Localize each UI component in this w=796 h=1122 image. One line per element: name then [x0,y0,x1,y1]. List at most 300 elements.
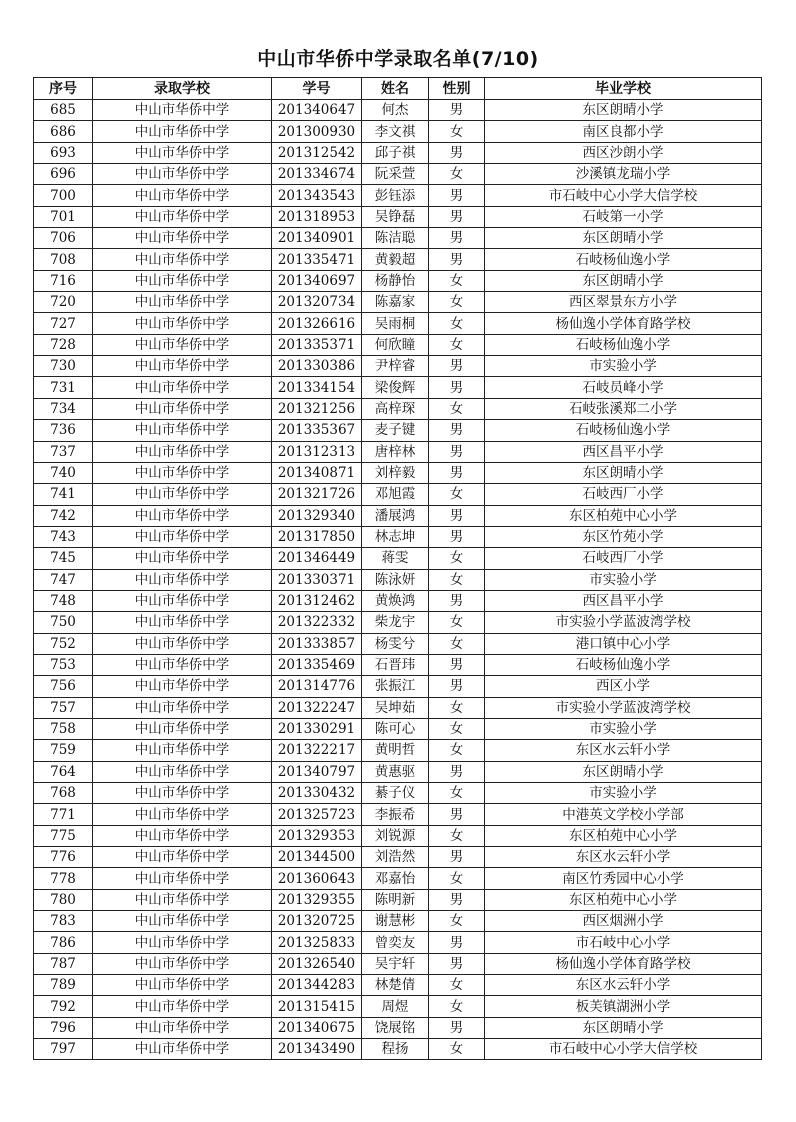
column-header-student-id: 学号 [272,78,362,100]
cell-graduate-school: 西区烟洲小学 [485,911,762,932]
cell-gender: 男 [429,377,485,398]
table-row [34,740,762,761]
cell-graduate-school: 市实验小学 [485,783,762,804]
cell-gender: 女 [429,484,485,505]
table-row [34,441,762,462]
cell-gender: 男 [429,804,485,825]
cell-gender: 女 [429,697,485,718]
cell-name: 林楚倩 [362,975,429,996]
cell-student-id: 201330432 [272,783,362,804]
cell-seq: 771 [34,804,93,825]
cell-admitted-school: 中山市华侨中学 [93,1039,272,1060]
cell-name: 陈可心 [362,718,429,739]
column-header-graduate-school: 毕业学校 [485,78,762,100]
cell-admitted-school: 中山市华侨中学 [93,441,272,462]
table-row [34,228,762,249]
cell-gender: 男 [429,356,485,377]
cell-admitted-school: 中山市华侨中学 [93,164,272,185]
cell-admitted-school: 中山市华侨中学 [93,740,272,761]
cell-student-id: 201318953 [272,206,362,227]
table-row [34,825,762,846]
cell-gender: 女 [429,783,485,804]
cell-graduate-school: 港口镇中心小学 [485,633,762,654]
cell-student-id: 201326540 [272,953,362,974]
cell-seq: 789 [34,975,93,996]
cell-name: 阮采萱 [362,164,429,185]
cell-seq: 796 [34,1017,93,1038]
cell-seq: 756 [34,676,93,697]
column-header-name: 姓名 [362,78,429,100]
cell-graduate-school: 市实验小学蓝波湾学校 [485,612,762,633]
cell-name: 邱子祺 [362,142,429,163]
table-row [34,249,762,270]
cell-name: 刘锐源 [362,825,429,846]
table-row [34,633,762,654]
cell-name: 李文祺 [362,121,429,142]
cell-admitted-school: 中山市华侨中学 [93,697,272,718]
cell-gender: 男 [429,441,485,462]
cell-gender: 女 [429,313,485,334]
cell-admitted-school: 中山市华侨中学 [93,206,272,227]
cell-admitted-school: 中山市华侨中学 [93,633,272,654]
cell-graduate-school: 西区小学 [485,676,762,697]
cell-seq: 706 [34,228,93,249]
cell-admitted-school: 中山市华侨中学 [93,100,272,121]
cell-student-id: 201312462 [272,590,362,611]
cell-graduate-school: 石岐张溪郑二小学 [485,398,762,419]
cell-student-id: 201322247 [272,697,362,718]
cell-student-id: 201330386 [272,356,362,377]
cell-gender: 男 [429,526,485,547]
table-row [34,548,762,569]
cell-gender: 男 [429,420,485,441]
cell-name: 程扬 [362,1039,429,1060]
cell-graduate-school: 市石岐中心小学大信学校 [485,1039,762,1060]
cell-name: 唐梓林 [362,441,429,462]
cell-graduate-school: 东区朗晴小学 [485,270,762,291]
table-row [34,526,762,547]
table-row [34,868,762,889]
cell-name: 陈泳妍 [362,569,429,590]
table-row [34,1017,762,1038]
cell-student-id: 201321726 [272,484,362,505]
cell-seq: 764 [34,761,93,782]
cell-seq: 786 [34,932,93,953]
cell-gender: 男 [429,847,485,868]
table-row [34,932,762,953]
cell-student-id: 201326616 [272,313,362,334]
cell-seq: 759 [34,740,93,761]
cell-name: 张振江 [362,676,429,697]
cell-name: 麦子键 [362,420,429,441]
cell-admitted-school: 中山市华侨中学 [93,313,272,334]
cell-admitted-school: 中山市华侨中学 [93,825,272,846]
table-row [34,505,762,526]
cell-gender: 女 [429,270,485,291]
cell-student-id: 201340647 [272,100,362,121]
cell-name: 刘梓毅 [362,462,429,483]
cell-admitted-school: 中山市华侨中学 [93,462,272,483]
cell-admitted-school: 中山市华侨中学 [93,847,272,868]
table-row [34,462,762,483]
cell-student-id: 201321256 [272,398,362,419]
cell-student-id: 201320734 [272,292,362,313]
cell-student-id: 201315415 [272,996,362,1017]
cell-name: 吴雨桐 [362,313,429,334]
cell-admitted-school: 中山市华侨中学 [93,761,272,782]
cell-admitted-school: 中山市华侨中学 [93,612,272,633]
cell-seq: 792 [34,996,93,1017]
cell-admitted-school: 中山市华侨中学 [93,911,272,932]
cell-gender: 男 [429,932,485,953]
cell-student-id: 201340797 [272,761,362,782]
cell-seq: 716 [34,270,93,291]
cell-gender: 女 [429,633,485,654]
cell-gender: 女 [429,612,485,633]
cell-admitted-school: 中山市华侨中学 [93,1017,272,1038]
cell-admitted-school: 中山市华侨中学 [93,889,272,910]
cell-name: 刘浩然 [362,847,429,868]
cell-graduate-school: 南区竹秀园中心小学 [485,868,762,889]
cell-name: 吴铮磊 [362,206,429,227]
cell-name: 何杰 [362,100,429,121]
cell-seq: 708 [34,249,93,270]
table-row [34,398,762,419]
cell-student-id: 201346449 [272,548,362,569]
cell-seq: 731 [34,377,93,398]
cell-gender: 男 [429,889,485,910]
table-body [34,100,762,1060]
cell-gender: 男 [429,142,485,163]
cell-seq: 740 [34,462,93,483]
table-row [34,100,762,121]
cell-graduate-school: 石岐杨仙逸小学 [485,420,762,441]
cell-graduate-school: 石岐杨仙逸小学 [485,249,762,270]
cell-admitted-school: 中山市华侨中学 [93,953,272,974]
cell-student-id: 201330371 [272,569,362,590]
cell-seq: 741 [34,484,93,505]
table-row [34,185,762,206]
cell-name: 黄明哲 [362,740,429,761]
cell-name: 高梓琛 [362,398,429,419]
cell-seq: 750 [34,612,93,633]
cell-name: 蒋雯 [362,548,429,569]
cell-student-id: 201320725 [272,911,362,932]
page-title: 中山市华侨中学录取名单(7/10) [257,48,539,70]
cell-student-id: 201335367 [272,420,362,441]
cell-admitted-school: 中山市华侨中学 [93,484,272,505]
cell-name: 梁俊辉 [362,377,429,398]
cell-admitted-school: 中山市华侨中学 [93,654,272,675]
cell-seq: 745 [34,548,93,569]
cell-graduate-school: 东区朗晴小学 [485,228,762,249]
cell-seq: 758 [34,718,93,739]
cell-name: 何欣瞳 [362,334,429,355]
cell-name: 黄焕鸿 [362,590,429,611]
cell-admitted-school: 中山市华侨中学 [93,292,272,313]
cell-seq: 693 [34,142,93,163]
cell-seq: 727 [34,313,93,334]
table-row [34,420,762,441]
cell-gender: 女 [429,996,485,1017]
cell-gender: 女 [429,718,485,739]
cell-admitted-school: 中山市华侨中学 [93,270,272,291]
cell-student-id: 201330291 [272,718,362,739]
cell-gender: 男 [429,249,485,270]
cell-student-id: 201329353 [272,825,362,846]
cell-name: 周煜 [362,996,429,1017]
table-row [34,164,762,185]
table-row [34,761,762,782]
cell-graduate-school: 东区柏苑中心小学 [485,825,762,846]
cell-graduate-school: 西区昌平小学 [485,441,762,462]
cell-admitted-school: 中山市华侨中学 [93,975,272,996]
cell-seq: 701 [34,206,93,227]
cell-admitted-school: 中山市华侨中学 [93,569,272,590]
cell-name: 彭钰添 [362,185,429,206]
table-row [34,612,762,633]
cell-student-id: 201340697 [272,270,362,291]
cell-gender: 女 [429,911,485,932]
cell-graduate-school: 东区朗晴小学 [485,100,762,121]
table-row [34,676,762,697]
cell-graduate-school: 石岐西厂小学 [485,484,762,505]
cell-seq: 737 [34,441,93,462]
cell-seq: 685 [34,100,93,121]
cell-student-id: 201360643 [272,868,362,889]
cell-graduate-school: 西区翠景东方小学 [485,292,762,313]
cell-gender: 女 [429,740,485,761]
cell-seq: 768 [34,783,93,804]
cell-student-id: 201314776 [272,676,362,697]
cell-graduate-school: 杨仙逸小学体育路学校 [485,313,762,334]
cell-seq: 696 [34,164,93,185]
cell-admitted-school: 中山市华侨中学 [93,505,272,526]
cell-gender: 男 [429,228,485,249]
cell-graduate-school: 石岐杨仙逸小学 [485,334,762,355]
cell-student-id: 201329355 [272,889,362,910]
cell-admitted-school: 中山市华侨中学 [93,996,272,1017]
cell-seq: 686 [34,121,93,142]
cell-seq: 778 [34,868,93,889]
cell-graduate-school: 市石岐中心小学 [485,932,762,953]
cell-name: 谢慧彬 [362,911,429,932]
cell-seq: 700 [34,185,93,206]
cell-name: 陈嘉家 [362,292,429,313]
cell-graduate-school: 东区水云轩小学 [485,847,762,868]
cell-seq: 752 [34,633,93,654]
table-row [34,847,762,868]
cell-gender: 女 [429,975,485,996]
cell-graduate-school: 石岐第一小学 [485,206,762,227]
cell-name: 陈洁聪 [362,228,429,249]
cell-student-id: 201340675 [272,1017,362,1038]
cell-name: 杨雯兮 [362,633,429,654]
table-row [34,313,762,334]
cell-name: 吴坤茹 [362,697,429,718]
cell-student-id: 201322217 [272,740,362,761]
table-row [34,1039,762,1060]
cell-name: 尹梓睿 [362,356,429,377]
cell-seq: 736 [34,420,93,441]
cell-gender: 男 [429,654,485,675]
cell-admitted-school: 中山市华侨中学 [93,121,272,142]
table-row [34,889,762,910]
cell-gender: 男 [429,953,485,974]
cell-seq: 787 [34,953,93,974]
cell-student-id: 201325723 [272,804,362,825]
cell-admitted-school: 中山市华侨中学 [93,548,272,569]
table-row [34,270,762,291]
cell-admitted-school: 中山市华侨中学 [93,676,272,697]
cell-student-id: 201312313 [272,441,362,462]
cell-graduate-school: 东区水云轩小学 [485,975,762,996]
cell-gender: 男 [429,206,485,227]
cell-seq: 734 [34,398,93,419]
cell-graduate-school: 东区朗晴小学 [485,462,762,483]
table-row [34,292,762,313]
cell-gender: 男 [429,100,485,121]
cell-admitted-school: 中山市华侨中学 [93,868,272,889]
cell-graduate-school: 东区朗晴小学 [485,761,762,782]
cell-graduate-school: 西区沙朗小学 [485,142,762,163]
cell-admitted-school: 中山市华侨中学 [93,334,272,355]
cell-student-id: 201343490 [272,1039,362,1060]
cell-graduate-school: 石岐西厂小学 [485,548,762,569]
cell-student-id: 201329340 [272,505,362,526]
cell-seq: 747 [34,569,93,590]
admission-table [33,77,762,1060]
cell-graduate-school: 板芙镇湖洲小学 [485,996,762,1017]
cell-admitted-school: 中山市华侨中学 [93,249,272,270]
cell-gender: 女 [429,121,485,142]
cell-name: 黄毅超 [362,249,429,270]
cell-name: 黄惠驱 [362,761,429,782]
cell-name: 吴宇轩 [362,953,429,974]
cell-student-id: 201334154 [272,377,362,398]
cell-admitted-school: 中山市华侨中学 [93,783,272,804]
cell-seq: 780 [34,889,93,910]
cell-gender: 男 [429,590,485,611]
table-row [34,975,762,996]
cell-graduate-school: 杨仙逸小学体育路学校 [485,953,762,974]
table-row [34,783,762,804]
cell-gender: 女 [429,868,485,889]
cell-graduate-school: 石岐员峰小学 [485,377,762,398]
cell-student-id: 201335471 [272,249,362,270]
cell-student-id: 201344283 [272,975,362,996]
table-row [34,996,762,1017]
cell-graduate-school: 中港英文学校小学部 [485,804,762,825]
column-header-seq: 序号 [34,78,93,100]
cell-graduate-school: 市石岐中心小学大信学校 [485,185,762,206]
cell-name: 綦子仪 [362,783,429,804]
table-row [34,654,762,675]
cell-name: 曾奕友 [362,932,429,953]
cell-admitted-school: 中山市华侨中学 [93,398,272,419]
cell-seq: 797 [34,1039,93,1060]
cell-student-id: 201312542 [272,142,362,163]
column-header-admitted-school: 录取学校 [93,78,272,100]
table-row [34,377,762,398]
cell-graduate-school: 东区竹苑小学 [485,526,762,547]
cell-gender: 男 [429,761,485,782]
cell-student-id: 201333857 [272,633,362,654]
cell-name: 邓旭霞 [362,484,429,505]
table-row [34,484,762,505]
cell-gender: 女 [429,1039,485,1060]
table-row [34,356,762,377]
cell-student-id: 201335469 [272,654,362,675]
cell-gender: 男 [429,676,485,697]
table-header-row [34,78,762,100]
cell-gender: 女 [429,569,485,590]
table-row [34,590,762,611]
cell-graduate-school: 石岐杨仙逸小学 [485,654,762,675]
table-row [34,142,762,163]
table-row [34,718,762,739]
cell-admitted-school: 中山市华侨中学 [93,804,272,825]
cell-student-id: 201334674 [272,164,362,185]
cell-graduate-school: 南区良都小学 [485,121,762,142]
table-row [34,697,762,718]
table-row [34,953,762,974]
cell-gender: 女 [429,292,485,313]
cell-admitted-school: 中山市华侨中学 [93,420,272,441]
cell-graduate-school: 市实验小学 [485,569,762,590]
cell-graduate-school: 东区柏苑中心小学 [485,889,762,910]
cell-name: 林志坤 [362,526,429,547]
cell-admitted-school: 中山市华侨中学 [93,142,272,163]
cell-student-id: 201340901 [272,228,362,249]
cell-seq: 730 [34,356,93,377]
table-row [34,334,762,355]
cell-student-id: 201322332 [272,612,362,633]
cell-name: 石晋玮 [362,654,429,675]
cell-admitted-school: 中山市华侨中学 [93,185,272,206]
cell-gender: 男 [429,1017,485,1038]
cell-admitted-school: 中山市华侨中学 [93,356,272,377]
cell-graduate-school: 市实验小学蓝波湾学校 [485,697,762,718]
cell-student-id: 201335371 [272,334,362,355]
cell-name: 柴龙宇 [362,612,429,633]
cell-name: 杨静怡 [362,270,429,291]
column-header-gender: 性别 [429,78,485,100]
cell-name: 潘展鸿 [362,505,429,526]
table-row [34,121,762,142]
cell-admitted-school: 中山市华侨中学 [93,526,272,547]
cell-seq: 753 [34,654,93,675]
cell-graduate-school: 沙溪镇龙瑞小学 [485,164,762,185]
cell-gender: 男 [429,185,485,206]
cell-graduate-school: 市实验小学 [485,356,762,377]
cell-gender: 男 [429,505,485,526]
cell-seq: 757 [34,697,93,718]
cell-student-id: 201300930 [272,121,362,142]
table-row [34,911,762,932]
cell-graduate-school: 市实验小学 [485,718,762,739]
cell-seq: 776 [34,847,93,868]
cell-student-id: 201344500 [272,847,362,868]
cell-seq: 728 [34,334,93,355]
cell-gender: 女 [429,334,485,355]
cell-admitted-school: 中山市华侨中学 [93,718,272,739]
cell-gender: 女 [429,398,485,419]
cell-seq: 775 [34,825,93,846]
cell-seq: 742 [34,505,93,526]
cell-student-id: 201340871 [272,462,362,483]
cell-gender: 女 [429,548,485,569]
